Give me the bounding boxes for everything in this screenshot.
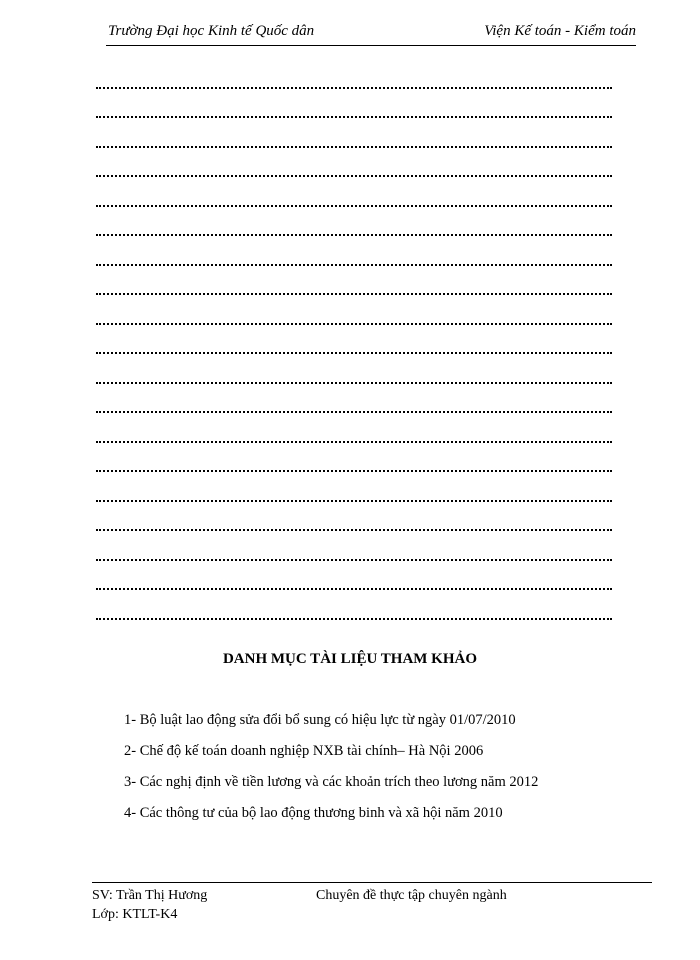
dotted-line	[96, 274, 612, 304]
dotted-line	[96, 362, 612, 392]
dotted-line	[96, 392, 612, 422]
dotted-line	[96, 244, 612, 274]
dotted-line	[96, 598, 612, 628]
dotted-line	[96, 67, 612, 97]
dotted-line	[96, 510, 612, 540]
reference-item: 4- Các thông tư của bộ lao động thương binh và xã hội năm 2010	[124, 805, 503, 821]
reference-item: 1- Bộ luật lao động sửa đổi bổ sung có hiệu lực từ ngày 01/07/2010	[124, 712, 516, 728]
dotted-line	[96, 539, 612, 569]
footer-student: SV: Trần Thị Hương	[92, 888, 208, 903]
references-title: DANH MỤC TÀI LIỆU THAM KHẢO	[222, 651, 478, 667]
blank-dotted-lines	[96, 67, 612, 628]
dotted-line	[96, 569, 612, 599]
header-institute: Viện Kế toán - Kiểm toán	[484, 23, 636, 39]
footer-subject: Chuyên đề thực tập chuyên ngành	[316, 888, 507, 903]
dotted-line	[96, 421, 612, 451]
references-list	[124, 710, 538, 834]
header-university: Trường Đại học Kinh tế Quốc dân	[108, 23, 315, 39]
dotted-line	[96, 156, 612, 186]
dotted-line	[96, 126, 612, 156]
reference-item: 3- Các nghị định về tiền lương và các khoản trích theo lương năm 2012	[124, 774, 539, 790]
page-header	[106, 22, 636, 46]
dotted-line	[96, 303, 612, 333]
dotted-line	[96, 333, 612, 363]
dotted-line	[96, 97, 612, 127]
dotted-line	[96, 185, 612, 215]
dotted-line	[96, 215, 612, 245]
footer-class: Lớp: KTLT-K4	[92, 907, 178, 922]
dotted-line	[96, 451, 612, 481]
footer-student-info	[92, 886, 207, 924]
reference-item: 2- Chế độ kế toán doanh nghiệp NXB tài chính– Hà Nội 2006	[124, 743, 484, 759]
dotted-line	[96, 480, 612, 510]
footer-divider	[92, 882, 652, 883]
